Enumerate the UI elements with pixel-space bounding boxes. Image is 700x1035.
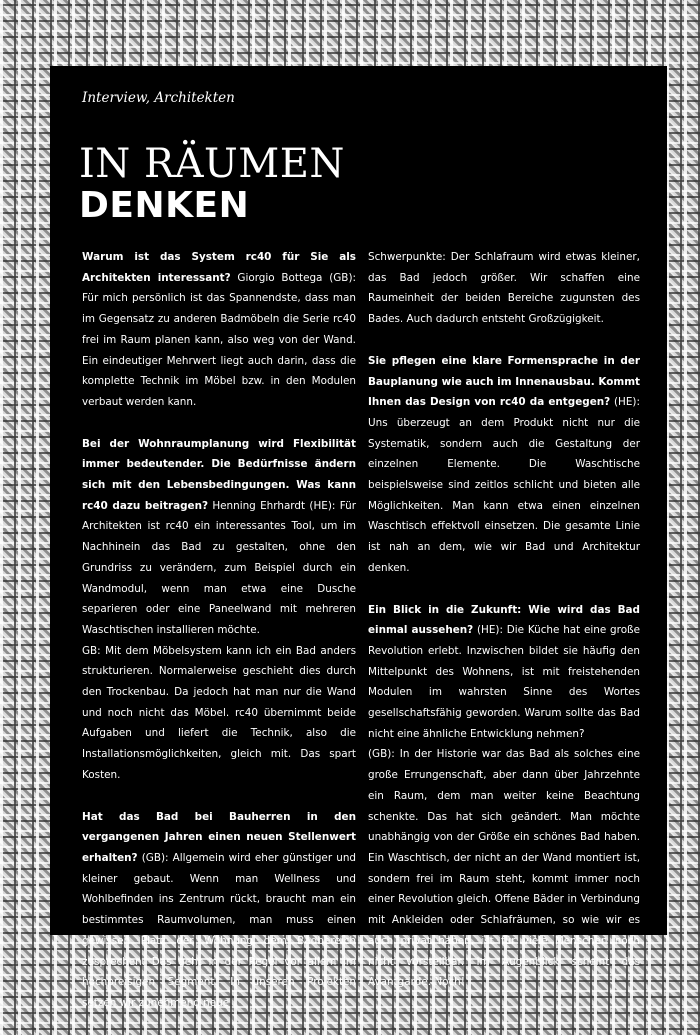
interview-block-5-followup: (GB): In der Historie war das Bad als solches eine große Errungenschaft, aber dann über Jahrzehnte ein Raum, dem man weiter keine Beachtung schenkte. Das hat sich geändert. Man möchte unabhängig von der Größe ein schönes Bad haben. Ein Waschtisch, der nicht an der Wand montiert ist, sondern frei im Raum steht, kommt immer noch einer Revolution gleich. Offene Bäder in Verbindung mit Ankleiden oder Schlafräumen, so wie wir es auch privat haben, ist für viele Menschen noch nicht vorstellbar. Im Augenblick scheint das Avantgarde. Noch! <box>368 748 640 989</box>
section-kicker: Interview, Architekten <box>82 90 235 106</box>
answer: (HE): Uns überzeugt an dem Produkt nicht nur die Systematik, sondern auch die Gestaltung der einzelnen Elemente. Die Waschtische beispielsweise sind zeitlos schlicht und bieten alle Möglichkeiten. Man kann etwa einen einzelnen Waschtisch effektvoll einsetzen. Die gesamte Linie ist nah an dem, wie wir Bad und Architektur denken. <box>368 396 640 574</box>
answer: (HE): Die Küche hat eine große Revolution erlebt. Inzwischen bildet sie häufig den Mittelpunkt des Wohnens, ist mit freistehenden Modulen im wahrsten Sinne des Wortes gesellschaftsfähig geworden. Warum sollte das Bad nicht eine ähnliche Entwicklung nehmen? <box>368 624 640 740</box>
answer: (GB): Allgemein wird eher günstiger und kleiner gebaut. Wenn man Wellness und Wohlbefinden ins Zentrum rückt, braucht man ein bestimmtes Raumvolumen, man muss einen gewissen Platz der Wohnung dem Badbereich zusprechen. Das geht in der Regel vor allem im hochpreisigen Segment. In unseren Projekten setzen wir zunehmend neue <box>82 851 356 1009</box>
answer: Giorgio Bottega (GB): Für mich persönlich ist das Spannendste, dass man im Gegensatz zu anderen Badmöbeln die Serie rc40 frei im Raum planen kann, also weg von der Wand. Ein eindeutiger Mehrwert liegt auch darin, dass die komplette Technik im Möbel bzw. in den Modulen verbaut werden kann. <box>82 271 356 408</box>
interview-block-4 <box>368 351 640 579</box>
interview-block-2 <box>82 434 356 641</box>
question: Hat das Bad bei Bauherren in den vergangenen Jahren einen neuen Stellenwert erhalten? <box>82 810 356 864</box>
interview-block-2-followup: GB: Mit dem Möbelsystem kann ich ein Bad anders strukturieren. Normalerweise geschieht dies durch den Trockenbau. Da jedoch hat man nur die Wand und noch nicht das Möbel. rc40 übernimmt beide Aufgaben und liefert die Technik, also die Installationsmöglichkeiten, gleich mit. Das spart Kosten. <box>82 644 356 781</box>
left-column <box>82 247 356 1035</box>
interview-block-5 <box>368 600 640 745</box>
question: Bei der Wohnraumplanung wird Flexibilität immer bedeutender. Die Bedürfnisse ändern sich mit den Lebensbedingungen. Was kann rc40 dazu beitragen? <box>82 437 356 512</box>
headline-line-1: IN RÄUMEN <box>79 141 345 187</box>
question: Warum ist das System rc40 für Sie als Architekten interessant? <box>82 251 356 284</box>
question: Sie pflegen eine klare Formensprache in der Bauplanung wie auch im Innenausbau. Kommt Ihnen das Design von rc40 da entgegen? <box>368 354 640 409</box>
article-panel <box>50 66 667 1009</box>
right-column <box>368 247 640 1014</box>
continued-text: Schwerpunkte: Der Schlafraum wird etwas kleiner, das Bad jedoch größer. Wir schaffen eine Raumeinheit der beiden Bereiche zugunsten des Bades. Auch dadurch entsteht Großzügigkeit. <box>368 251 640 326</box>
headline-line-2: DENKEN <box>79 185 250 226</box>
answer: Henning Ehrhardt (HE): Für Architekten ist rc40 ein interessantes Tool, um im Nachhinein das Bad zu gestalten, ohne den Grundriss zu verändern, zum Beispiel durch ein Wandmodul, wenn man etwa eine Dusche separieren oder eine Paneelwand mit mehreren Waschtischen installieren möchte. <box>82 499 356 636</box>
question: Ein Blick in die Zukunft: Wie wird das Bad einmal aussehen? <box>368 603 640 637</box>
interview-block-1 <box>82 247 356 413</box>
interview-block-3 <box>82 807 356 1014</box>
